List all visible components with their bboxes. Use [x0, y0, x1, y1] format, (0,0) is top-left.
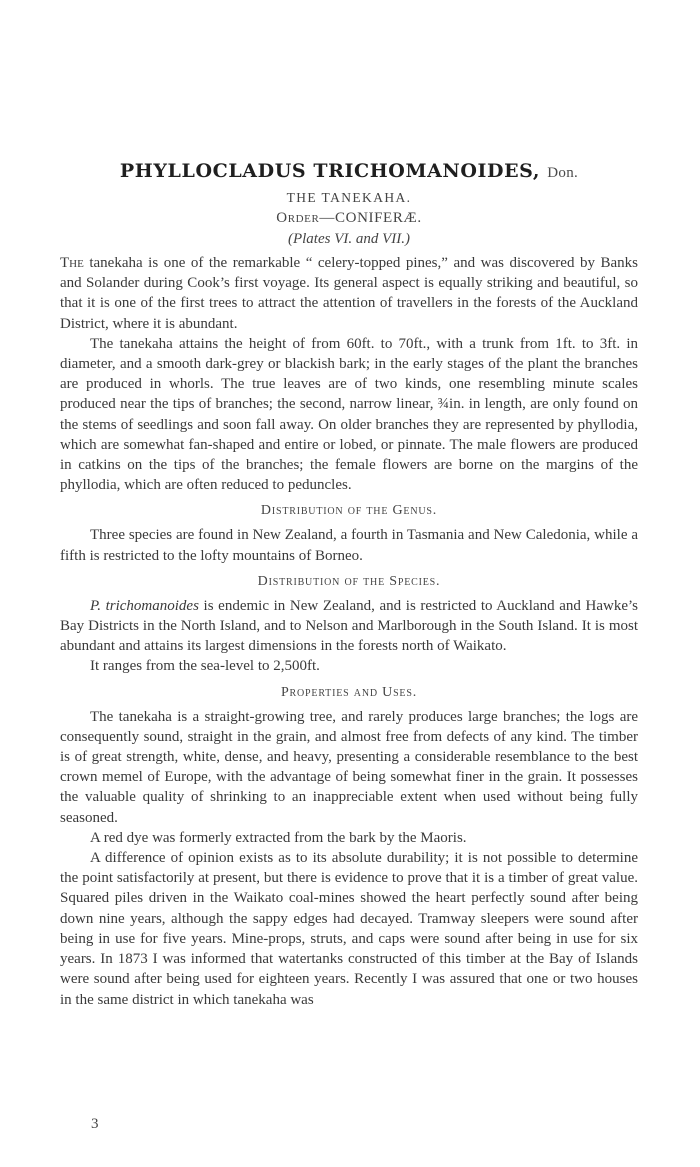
plates-reference: (Plates VI. and VII.) [287, 231, 411, 247]
range-paragraph: It ranges from the sea-level to 2,500ft. [90, 658, 320, 675]
title-author: Don. [547, 165, 579, 181]
common-name: THE TANEKAHA. [286, 190, 412, 205]
page-number: 3 [91, 1116, 99, 1132]
intro-text: tanekaha is one of the remarkable “ celery-topped pines,” and was discovered by Banks and Solander during Cook’s first voyage. Its general aspect is equally striking and beautiful, so that it is one of the first trees to attract the attention of travellers in the forests of the Auckland District, where it is abundant. [60, 255, 638, 332]
species-text: is endemic in New Zealand, and is restricted to Auckland and Hawke’s Bay Districts in the North Island, and to Nelson and Marlborough in the South Island. It is most abundant and attains its largest dimensions in the forests north of Waikato. [60, 597, 639, 655]
page-title [60, 160, 638, 182]
order-prefix: Order— [276, 210, 336, 226]
order-line [60, 210, 638, 227]
section-heading-properties: Properties and Uses. [280, 684, 418, 700]
document-page [60, 160, 638, 1010]
properties-paragraph-3: A difference of opinion exists as to its absolute durability; it is not possible to determine the point satisfactorily at present, but there is evidence to prove that it is a timber of great value. Squared piles driven in the Waikato coal-mines showed the heart perfectly sound after being down nine years, although the sappy edges had decayed. Tramway sleepers were sound after being in use for five years. Mine-props, struts, and caps were sound after being in use for six years. In 1873 I was informed that watertanks constructed of this timber at the Bay of Islands were sound after being used for eighteen years. Recently I was assured that one or two houses in the same district in which tanekaha was [60, 850, 638, 1008]
properties-paragraph-1: The tanekaha is a straight-growing tree, and rarely produces large branches; the logs are consequently sound, straight in the grain, and almost free from defects of any kind. The timber is of great strength, white, dense, and heavy, presenting a considerable resemblance to the best crown memel of Europe, with the advantage of being somewhat finer in the grain. It possesses the valuable quality of shrinking to an inappreciable extent when used without being fully seasoned. [60, 708, 638, 826]
genus-paragraph: Three species are found in New Zealand, a fourth in Tasmania and New Caledonia, while a fifth is restricted to the lofty mountains of Borneo. [60, 527, 638, 564]
title-text: PHYLLOCLADUS TRICHOMANOIDES, [119, 160, 541, 182]
intro-paragraph [60, 253, 638, 334]
species-name: P. trichomanoides [90, 597, 199, 614]
section-heading-species: Distribution of the Species. [257, 573, 441, 589]
section-heading-genus: Distribution of the Genus. [260, 503, 438, 519]
species-paragraph [60, 596, 638, 657]
properties-paragraph-2: A red dye was formerly extracted from the bark by the Maoris. [90, 829, 467, 846]
description-paragraph: The tanekaha attains the height of from 60ft. to 70ft., with a trunk from 1ft. to 3ft. in diameter, and a smooth dark-grey or blackish bark; in the early stages of the plant the branches are produced in whorls. The true leaves are of two kinds, one resembling minute scales produced near the tips of branches; the second, narrow linear, ¾in. in length, are only found on the stems of seedlings and soon fall away. On older branches they are represented by phyllodia, which are somewhat fan-shaped and entire or lobed, or pinnate. The male flowers are produced in catkins on the tips of the branches; the female flowers are borne on the margins of the phyllodia, which are often reduced to peduncles. [60, 335, 638, 494]
intro-lead-word: The [60, 255, 84, 271]
order-name: CONIFERÆ. [335, 210, 422, 226]
